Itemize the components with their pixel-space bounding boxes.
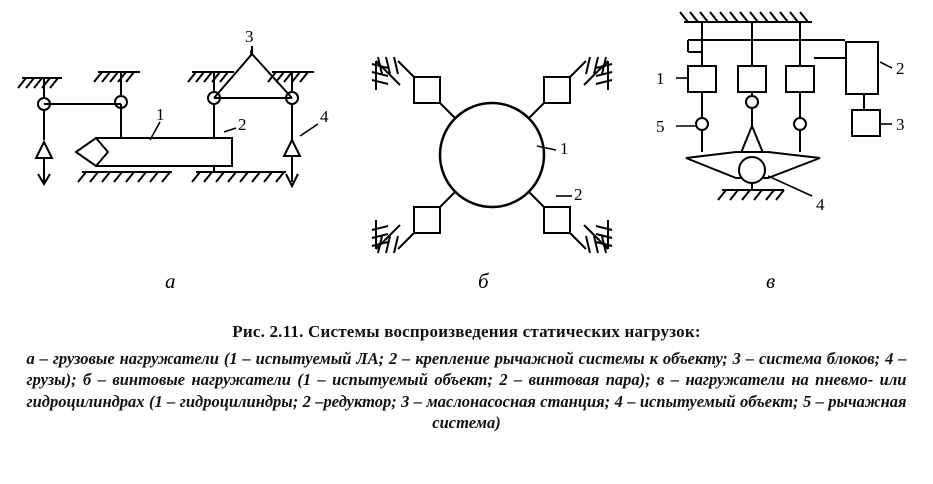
ceiling-hatch-a3 — [188, 72, 234, 82]
panel-v-group — [656, 12, 905, 293]
callout-a-1: 1 — [156, 105, 165, 124]
callout-v-2: 2 — [896, 59, 905, 78]
panel-b-group — [372, 57, 612, 293]
ground-hatch-v — [718, 183, 784, 200]
hanger-a3 — [208, 72, 220, 104]
ground-hatch-left — [78, 172, 172, 182]
hanger-a2 — [115, 72, 127, 108]
callout-b-2: 2 — [574, 185, 583, 204]
test-object-v — [686, 152, 820, 183]
callout-a-2: 2 — [238, 115, 247, 134]
panel-label-a: а — [165, 269, 176, 293]
ground-hatch-right — [192, 172, 286, 182]
panel-label-v: в — [766, 269, 776, 293]
hanger-a1 — [38, 78, 50, 140]
test-object-a — [76, 138, 232, 166]
screw-actuator-b-ll — [372, 192, 455, 253]
callout-v-5: 5 — [656, 117, 665, 136]
screw-actuator-b-lr — [529, 192, 612, 253]
load-arrow-a1 — [36, 142, 52, 184]
manifold-piping-v — [688, 22, 845, 66]
figure-caption — [0, 322, 933, 434]
ceiling-hatch-a1 — [18, 78, 62, 88]
reducer-v — [846, 42, 878, 94]
ceiling-hatch-a2 — [94, 72, 140, 82]
callout-v-3: 3 — [896, 115, 905, 134]
callout-a-3: 3 — [245, 27, 254, 46]
screw-actuator-b-ul — [372, 57, 455, 118]
hydraulic-cylinders-v — [688, 66, 814, 92]
screw-actuator-b-ur — [529, 57, 612, 118]
panel-a-group — [18, 27, 329, 293]
callout-b-1: 1 — [560, 139, 569, 158]
caption-title: Рис. 2.11. Системы воспроизведения статических нагрузок: — [232, 322, 701, 341]
test-object-b — [440, 103, 544, 207]
callout-v-4: 4 — [816, 195, 825, 214]
panel-label-b: б — [478, 269, 489, 293]
callout-a-4: 4 — [320, 107, 329, 126]
callout-v-1: 1 — [656, 69, 665, 88]
caption-body: а – грузовые нагружатели (1 – испытуемый ЛА; 2 – крепление рычажной системы к объекту; 3 – система блоков; 4 – грузы); б – винтовые нагружатели (1 – испытуемый объект; 2 – винтовая пара); в – нагружатели на пневмо- или гидроцилиндрах (1 – гидроцилиндры; 2 –редуктор; 3 – маслонасосная станция; 4 – испытуемый объект; 5 – рычажная система) — [26, 349, 907, 433]
ceiling-hatch-v — [680, 12, 812, 22]
load-arrow-a4 — [284, 104, 300, 186]
pump-station-v — [852, 110, 880, 136]
